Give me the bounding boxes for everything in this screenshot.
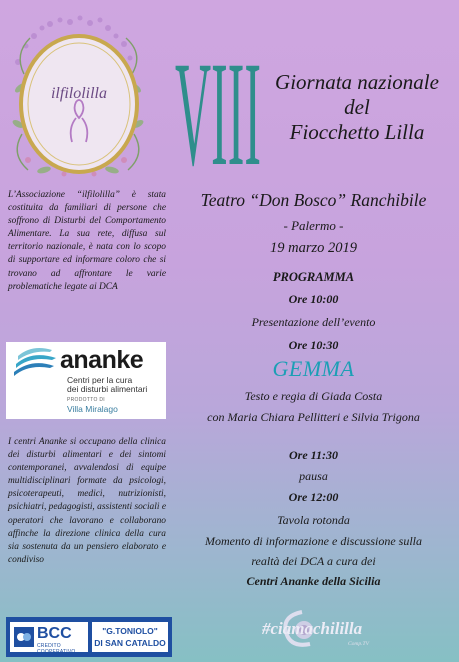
bcc-branch xyxy=(92,622,168,652)
item-4a: Tavola rotonda xyxy=(277,513,350,527)
time-3: Ore 11:30 xyxy=(289,448,338,462)
time-4: Ore 12:00 xyxy=(288,490,339,504)
hashtag-text: #ciamachililla xyxy=(262,619,363,638)
city: - Palermo - xyxy=(283,218,344,233)
time-1: Ore 10:00 xyxy=(288,292,339,306)
headline-line-1: Giornata nazionale xyxy=(275,70,439,94)
hashtag-sub: Comp.TV xyxy=(348,641,369,647)
show-title: GEMMA xyxy=(272,356,355,381)
bcc-branch-1: "G.TONIOLO" xyxy=(102,626,158,636)
bcc-emblem-icon xyxy=(13,626,35,648)
time-2: Ore 10:30 xyxy=(288,338,339,352)
ilfilolilla-logo xyxy=(4,14,154,180)
ananke-swoosh-icon xyxy=(10,346,58,386)
headline-line-3: Fiocchetto Lilla xyxy=(289,120,425,144)
ananke-subtitle-1: Centri per la cura xyxy=(67,375,133,385)
bcc-logo-box xyxy=(10,622,88,655)
credits-1: Testo e regia di Giada Costa xyxy=(244,389,383,403)
event-date: 19 marzo 2019 xyxy=(269,240,357,256)
ananke-villa: Villa Miralago xyxy=(67,404,118,414)
bcc-subtitle: CREDITO COOPERATIVO xyxy=(37,643,76,655)
edition-numeral xyxy=(172,14,264,174)
logo-wordmark: ilfilolilla xyxy=(50,85,108,102)
headline-line-2: del xyxy=(344,95,370,119)
event-headline xyxy=(262,70,452,145)
item-4b: Momento di informazione e discussione sulla xyxy=(205,534,422,548)
item-1: Presentazione dell’evento xyxy=(251,315,376,329)
hashtag-logo xyxy=(262,608,392,652)
edition-numeral-text: VIII xyxy=(175,31,261,174)
ananke-logo-card xyxy=(6,342,166,419)
programme-heading: PROGRAMMA xyxy=(272,270,355,284)
item-4c: realtà dei DCA a cura dei xyxy=(251,554,376,568)
credits-2: con Maria Chiara Pellitteri e Silvia Trigona xyxy=(207,410,420,424)
association-intro: L’Associazione “ilfilolilla” è stata costituita da familiari di persone che soffrono di Disturbi del Comportamento Alimentare. La sua rete, diffusa sul territorio nazionale, è nata con lo scopo di supportare ed informare coloro che si trovano ad affrontare le varie problematiche legate ai DCA xyxy=(8,190,166,292)
bcc-title: BCC xyxy=(37,625,72,642)
bcc-branch-2: DI SAN CATALDO xyxy=(94,638,166,648)
ananke-subtitle-2: dei disturbi alimentari xyxy=(67,384,148,394)
ananke-subtitle xyxy=(67,376,147,394)
ananke-product-of: PRODOTTO DI xyxy=(67,397,105,403)
bcc-sponsor-banner xyxy=(6,617,172,657)
venue: Teatro “Don Bosco” Ranchibile xyxy=(200,190,427,210)
ananke-brand: ananke xyxy=(60,346,144,374)
item-3: pausa xyxy=(299,469,328,483)
ananke-description: I centri Ananke si occupano della clinica dei disturbi alimentari e dei sintomi contemporanei, avvalendosi di equipe multidisciplinari formate da psicologi, psicoterapeuti, medici, nutrizionisti, psichiatri, pedagogisti, assistenti sociali e operatori che lavorano e collaborano affinche la direzione clinica della cura sia sostenuta da un pensiero elaborato e condiviso xyxy=(8,437,166,565)
item-4d: Centri Ananke della Sicilia xyxy=(246,574,381,588)
